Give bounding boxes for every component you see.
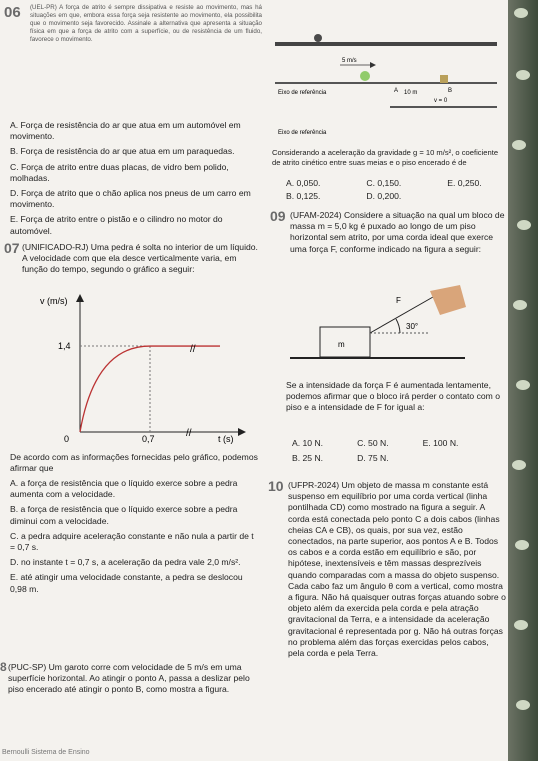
question-number: 07: [4, 240, 20, 256]
decorative-side-strip: [508, 0, 538, 761]
option-a[interactable]: A. Força de resistência do ar que atua em um automóvel em movimento.: [10, 120, 241, 142]
y-axis-label: v (m/s): [40, 296, 68, 306]
option-e[interactable]: E. até atingir uma velocidade constante, a pedra se deslocou 0,98 m.: [10, 572, 243, 594]
question-text: (UNIFICADO-RJ) Uma pedra é solta no interior de um líquido. A velocidade com que ela desce verticalmente varia, em função do tempo, segundo o gráfico a seguir:: [22, 242, 258, 275]
angle-arc: [396, 319, 400, 333]
options-list: [286, 178, 506, 202]
reference-axis-label: Eixo de referência: [278, 130, 327, 136]
option-b[interactable]: B. a força de resistência que o líquido exerce sobre a pedra diminui com a velocidade.: [10, 504, 238, 526]
ground-bottom: [390, 106, 497, 108]
slider-figure: [440, 75, 448, 83]
question-text: Se a intensidade da força F é aumentada lentamente, podemos afirmar que o bloco irá perder o contato com o piso e a intensidade de F for igual a:: [286, 380, 501, 413]
leaf-icon: [517, 220, 531, 230]
angle-label: 30°: [406, 322, 419, 331]
option-c[interactable]: C. 50 N.: [357, 438, 389, 448]
x-tick-label: 0,7: [142, 434, 155, 444]
runner-figure: [360, 71, 370, 81]
leaf-icon: [514, 620, 528, 630]
option-d[interactable]: D. 0,200.: [366, 191, 402, 202]
option-e[interactable]: E. Força de atrito entre o pistão e o cilindro no motor do automóvel.: [10, 214, 223, 236]
figure-sliding-boy: [270, 30, 505, 140]
point-b-label: B: [448, 88, 453, 94]
leaf-icon: [516, 70, 530, 80]
y-tick-label: 1,4: [58, 341, 71, 352]
speed-label: 5 m/s: [342, 58, 357, 64]
point-a-label: A: [394, 88, 399, 94]
question-number: 10: [268, 478, 284, 494]
option-a[interactable]: A. a força de resistência que o líquido exerce sobre a pedra aumenta com a velocidade.: [10, 478, 238, 500]
x-axis-label: t (s): [218, 434, 234, 444]
option-a[interactable]: A. 10 N.: [292, 438, 324, 448]
axis-break-mark: //: [186, 428, 192, 439]
option-b[interactable]: B. 0,125.: [286, 191, 321, 202]
rope: [370, 293, 440, 333]
question-text: Considerando a aceleração da gravidade g = 10 m/s², o coeficiente de atrito cinético entre suas meias e o piso encerado é de: [272, 148, 499, 167]
leaf-icon: [512, 460, 526, 470]
options-list: [10, 478, 260, 595]
options-list: [10, 120, 260, 237]
question-text: (PUC-SP) Um garoto corre com velocidade de 5 m/s em uma superfície horizontal. Ao atingir o ponto A, passa a deslizar pelo piso encerado até atingir o ponto B, como mostra a figura.: [8, 662, 250, 695]
leaf-icon: [515, 540, 529, 550]
velocity-time-chart: [40, 292, 255, 444]
option-b[interactable]: B. Força de resistência do ar que atua em um paraquedas.: [10, 146, 235, 157]
force-label: F: [396, 296, 401, 305]
final-speed-label: v = 0: [434, 98, 448, 104]
floor: [290, 357, 465, 359]
question-text: (UEL-PR) A força de atrito é sempre dissipativa e resiste ao movimento, mas há situações em que, embora essa força seja resistente ao movimento, ela possibilita que o movimento seja favorecido. Assinale a alternativa que apresenta a situação física em que a força de atrito com a superfície, ou de resistência de um fluido, favorece o movimento.: [30, 4, 262, 43]
option-d[interactable]: D. 75 N.: [357, 453, 389, 464]
option-c[interactable]: C. 0,150.: [366, 178, 402, 188]
question-text: (UFAM-2024) Considere a situação na qual um bloco de massa m = 5,0 kg é puxado ao longo de um piso horizontal sem atrito, por uma corda ideal que exerce uma força F, conforme indicado na figura a seguir:: [290, 210, 505, 254]
runner-figure: [314, 34, 322, 42]
leaf-icon: [516, 380, 530, 390]
leaf-icon: [512, 140, 526, 150]
ground-middle: [275, 82, 497, 84]
option-d[interactable]: D. no instante t = 0,7 s, a aceleração da pedra vale 2,0 m/s².: [10, 557, 241, 568]
distance-label: 10 m: [404, 90, 418, 96]
options-list: [292, 438, 506, 464]
option-a[interactable]: A. 0,050.: [286, 178, 321, 188]
option-b[interactable]: B. 25 N.: [292, 453, 324, 464]
question-07-header: [4, 240, 20, 258]
question-text: (UFPR-2024) Um objeto de massa m constante está suspenso em equilíbrio por uma corda vertical (linha pontilhada CD) como mostrado na figura a seguir. A corda está conectada pelo ponto C a dois cabos (linhas cheias CA e CB), os quais, por sua vez, estão conectados, na parte superior, aos pontos A e B. Todos os cabos e a corda estão em equilíbrio e são, por hipótese, inextensíveis e têm massas desprezíveis quando comparadas com a massa do objeto suspenso. Cada cabo faz um ângulo θ com a vertical, como mostra a figura. Não há quaisquer outras forças atuando sobre o objeto além da exercida pela corda e pela atração gravitacional da Terra, e a intensidade da aceleração gravitacional é representada por g. Não há outras forças no problema além das forças exercidas pelos cabos, pela corda e pela Terra.: [288, 480, 506, 659]
option-e[interactable]: E. 0,250.: [447, 178, 482, 188]
leaf-icon: [513, 300, 527, 310]
hand-figure: [430, 285, 466, 315]
option-e[interactable]: E. 100 N.: [422, 438, 459, 448]
block: [320, 327, 370, 357]
option-c[interactable]: C. Força de atrito entre duas placas, de vidro bem polido, molhadas.: [10, 161, 229, 183]
x-tick-label: 0: [64, 434, 70, 444]
option-c[interactable]: C. a pedra adquire aceleração constante e não nula a partir de t = 0,7 s.: [10, 530, 254, 553]
leaf-icon: [516, 700, 530, 710]
question-number: 8: [0, 660, 7, 674]
axis-break-mark: //: [190, 344, 196, 355]
ground-top: [275, 42, 497, 46]
block-mass-label: m: [338, 340, 345, 349]
question-number: 06: [4, 4, 21, 21]
leaf-icon: [514, 8, 528, 18]
y-axis-arrow: [76, 294, 84, 302]
footer-text: Bernoulli Sistema de Ensino: [2, 749, 90, 756]
reference-axis-label: Eixo de referência: [278, 90, 327, 96]
option-d[interactable]: D. Força de atrito que o chão aplica nos pneus de um carro em movimento.: [10, 188, 251, 210]
question-text: De acordo com as informações fornecidas pelo gráfico, podemos afirmar que: [10, 452, 258, 474]
x-axis-arrow: [238, 428, 246, 436]
question-number: 09: [270, 208, 286, 224]
figure-block-rope: [290, 285, 480, 375]
